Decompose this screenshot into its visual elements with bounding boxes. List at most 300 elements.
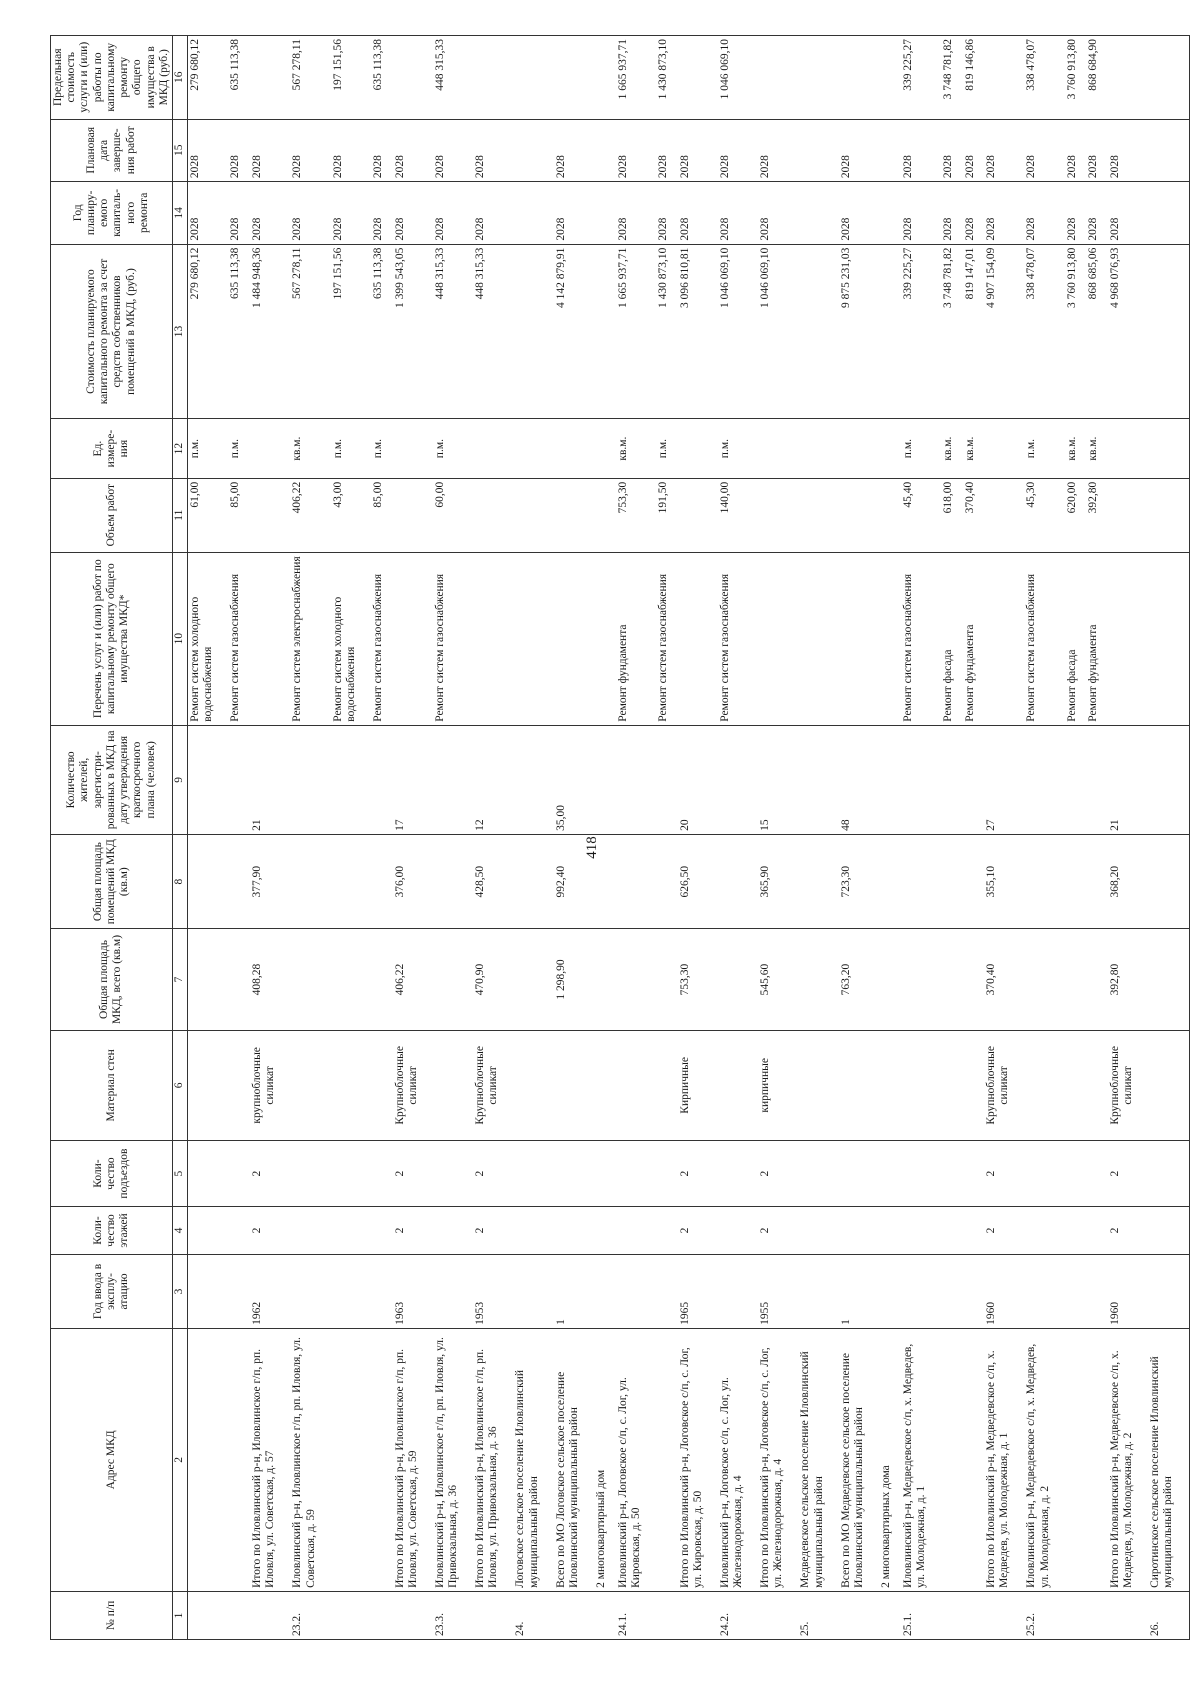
cell-col-10 [1108, 552, 1148, 725]
cell-col-1 [554, 1591, 594, 1639]
cell-col-8 [187, 834, 228, 929]
cell-col-8 [1148, 834, 1189, 929]
cell-col-13: 1 430 873,10 [656, 244, 678, 419]
cell-col-2: Иловлинский р-н, Медведевское с/п, х. Медведев, ул. Молодежная, д. 2 [1024, 1328, 1064, 1591]
cell-col-2: Сиротинское сельское поселение Иловлинский муниципальный район [1148, 1328, 1189, 1591]
cell-col-10 [250, 552, 290, 725]
cell-col-3 [371, 1255, 393, 1329]
cell-col-16 [393, 36, 433, 120]
cell-col-4 [1065, 1206, 1087, 1254]
cell-col-9: 21 [1108, 725, 1148, 834]
column-number-10: 10 [172, 552, 187, 725]
cell-col-6 [331, 1030, 371, 1141]
cell-col-15: 2028 [433, 119, 473, 182]
cell-col-8 [513, 834, 553, 929]
cell-col-10 [839, 552, 879, 725]
cell-col-16 [678, 36, 718, 120]
cell-col-6 [1024, 1030, 1064, 1141]
cell-col-6 [371, 1030, 393, 1141]
cell-col-11 [554, 478, 594, 552]
cell-col-1 [879, 1591, 901, 1639]
cell-col-16 [984, 36, 1024, 120]
cell-col-11: 61,00 [187, 478, 228, 552]
cell-col-2: 2 многоквартирный дом [594, 1328, 616, 1591]
cell-col-13: 3 748 781,82 [941, 244, 963, 419]
table-row [187, 36, 228, 1640]
cell-col-5 [331, 1141, 371, 1207]
cell-col-13: 1 484 948,36 [250, 244, 290, 419]
cell-col-3 [901, 1255, 941, 1329]
cell-col-6 [616, 1030, 656, 1141]
cell-col-6 [963, 1030, 985, 1141]
cell-col-3 [963, 1255, 985, 1329]
cell-col-4 [656, 1206, 678, 1254]
cell-col-1 [594, 1591, 616, 1639]
cell-col-2 [941, 1328, 963, 1591]
cell-col-15: 2028 [839, 119, 879, 182]
cell-col-7: 392,80 [1108, 929, 1148, 1030]
cell-col-14: 2028 [941, 182, 963, 245]
cell-col-2 [656, 1328, 678, 1591]
cell-col-12: п.м. [901, 419, 941, 478]
cell-col-3: 1953 [473, 1255, 513, 1329]
cell-col-11: 618,00 [941, 478, 963, 552]
cell-col-7: 370,40 [984, 929, 1024, 1030]
column-header-11: Объем работ [51, 478, 173, 552]
cell-col-2: Логовское сельское поселение Иловлинский муниципальный район [513, 1328, 553, 1591]
cell-col-3 [718, 1255, 758, 1329]
cell-col-3: 1962 [250, 1255, 290, 1329]
cell-col-9 [187, 725, 228, 834]
cell-col-6: крупноблочные силикат [250, 1030, 290, 1141]
cell-col-1 [656, 1591, 678, 1639]
column-number-row [172, 36, 187, 1640]
cell-col-12: п.м. [228, 419, 250, 478]
cell-col-4 [290, 1206, 330, 1254]
cell-col-14: 2028 [393, 182, 433, 245]
cell-col-10 [594, 552, 616, 725]
cell-col-9 [594, 725, 616, 834]
table-row [250, 36, 290, 1640]
cell-col-4: 2 [758, 1206, 798, 1254]
column-number-9: 9 [172, 725, 187, 834]
cell-col-3 [1065, 1255, 1087, 1329]
cell-col-14: 2028 [963, 182, 985, 245]
cell-col-8: 428,50 [473, 834, 513, 929]
cell-col-8: 376,00 [393, 834, 433, 929]
cell-col-3: 1955 [758, 1255, 798, 1329]
cell-col-13: 3 760 913,80 [1065, 244, 1087, 419]
cell-col-16: 868 684,90 [1086, 36, 1108, 120]
cell-col-5 [554, 1141, 594, 1207]
cell-col-14: 2028 [984, 182, 1024, 245]
cell-col-11 [879, 478, 901, 552]
cell-col-9: 15 [758, 725, 798, 834]
cell-col-13: 819 147,01 [963, 244, 985, 419]
table-row [798, 36, 838, 1640]
cell-col-12: п.м. [433, 419, 473, 478]
cell-col-2: Всего по МО Логовское сельское поселение Иловлинский муниципальный район [554, 1328, 594, 1591]
cell-col-8: 377,90 [250, 834, 290, 929]
cell-col-16: 1 665 937,71 [616, 36, 656, 120]
cell-col-11 [393, 478, 433, 552]
cell-col-6 [594, 1030, 616, 1141]
cell-col-8 [1086, 834, 1108, 929]
column-header-10: Перечень услуг и (или) работ по капитальному ремонту общего имущества МКД* [51, 552, 173, 725]
cell-col-7: 753,30 [678, 929, 718, 1030]
cell-col-14: 2028 [901, 182, 941, 245]
cell-col-12: п.м. [718, 419, 758, 478]
column-number-6: 6 [172, 1030, 187, 1141]
column-number-14: 14 [172, 182, 187, 245]
cell-col-12 [678, 419, 718, 478]
cell-col-9: 20 [678, 725, 718, 834]
cell-col-4: 2 [473, 1206, 513, 1254]
cell-col-8 [290, 834, 330, 929]
cell-col-13: 868 685,06 [1086, 244, 1108, 419]
table-row [616, 36, 656, 1640]
cell-col-7 [433, 929, 473, 1030]
cell-col-15: 2028 [250, 119, 290, 182]
cell-col-14 [798, 182, 838, 245]
cell-col-1: 24.1. [616, 1591, 656, 1639]
cell-col-7 [1148, 929, 1189, 1030]
cell-col-1: 24. [513, 1591, 553, 1639]
cell-col-1 [393, 1591, 433, 1639]
cell-col-1: 24.2. [718, 1591, 758, 1639]
cell-col-8 [718, 834, 758, 929]
cell-col-8: 355,10 [984, 834, 1024, 929]
column-number-15: 15 [172, 119, 187, 182]
cell-col-10 [473, 552, 513, 725]
cell-col-2: Итого по Иловлинский р-н, Иловлинское г/п, рп. Иловля, ул. Советская, д. 57 [250, 1328, 290, 1591]
cell-col-9 [1148, 725, 1189, 834]
cell-col-5 [839, 1141, 879, 1207]
cell-col-7: 763,20 [839, 929, 879, 1030]
cell-col-10: Ремонт систем газоснабжения [228, 552, 250, 725]
cell-col-7 [594, 929, 616, 1030]
repair-plan-table [50, 35, 1190, 1640]
cell-col-3 [228, 1255, 250, 1329]
cell-col-5: 2 [473, 1141, 513, 1207]
cell-col-16 [250, 36, 290, 120]
cell-col-3 [656, 1255, 678, 1329]
cell-col-9 [1086, 725, 1108, 834]
table-row [594, 36, 616, 1640]
cell-col-16: 635 113,38 [371, 36, 393, 120]
cell-col-4 [187, 1206, 228, 1254]
cell-col-16 [798, 36, 838, 120]
cell-col-13: 1 399 543,05 [393, 244, 433, 419]
cell-col-7 [941, 929, 963, 1030]
cell-col-8: 626,50 [678, 834, 718, 929]
table-header-row [51, 36, 173, 1640]
table-row [901, 36, 941, 1640]
cell-col-16 [513, 36, 553, 120]
cell-col-6 [1148, 1030, 1189, 1141]
cell-col-11: 140,00 [718, 478, 758, 552]
cell-col-2: 2 многоквартирных дома [879, 1328, 901, 1591]
cell-col-14: 2028 [187, 182, 228, 245]
cell-col-16: 819 146,86 [963, 36, 985, 120]
cell-col-15: 2028 [473, 119, 513, 182]
cell-col-7 [187, 929, 228, 1030]
cell-col-6 [1065, 1030, 1087, 1141]
cell-col-14 [513, 182, 553, 245]
cell-col-13: 4 968 076,93 [1108, 244, 1148, 419]
cell-col-6 [839, 1030, 879, 1141]
cell-col-9: 35,00 [554, 725, 594, 834]
cell-col-11: 406,22 [290, 478, 330, 552]
cell-col-2 [187, 1328, 228, 1591]
cell-col-13 [513, 244, 553, 419]
column-number-2: 2 [172, 1328, 187, 1591]
cell-col-6: Крупноблочные силикат [473, 1030, 513, 1141]
cell-col-12: кв.м. [963, 419, 985, 478]
cell-col-14: 2028 [331, 182, 371, 245]
cell-col-1 [228, 1591, 250, 1639]
cell-col-12 [798, 419, 838, 478]
table-row [393, 36, 433, 1640]
cell-col-14: 2028 [554, 182, 594, 245]
cell-col-13 [879, 244, 901, 419]
cell-col-6: Кирпичные [678, 1030, 718, 1141]
cell-col-5 [798, 1141, 838, 1207]
cell-col-10 [393, 552, 433, 725]
cell-col-2: Иловлинский р-н, Логовское с/п, с. Лог, ул. Кировская, д. 50 [616, 1328, 656, 1591]
cell-col-1 [984, 1591, 1024, 1639]
cell-col-1 [371, 1591, 393, 1639]
cell-col-3: 1965 [678, 1255, 718, 1329]
cell-col-9 [331, 725, 371, 834]
cell-col-2: Иловлинский р-н, Иловлинское г/п, рп. Иловля, ул. Привокзальная, д. 36 [433, 1328, 473, 1591]
cell-col-9 [941, 725, 963, 834]
cell-col-11: 85,00 [228, 478, 250, 552]
cell-col-1 [839, 1591, 879, 1639]
cell-col-3: 1963 [393, 1255, 433, 1329]
cell-col-5 [941, 1141, 963, 1207]
table-row [839, 36, 879, 1640]
table-row [554, 36, 594, 1640]
cell-col-10: Ремонт фасада [941, 552, 963, 725]
cell-col-11: 620,00 [1065, 478, 1087, 552]
cell-col-6: Крупноблочные силикат [1108, 1030, 1148, 1141]
column-header-1: № п/п [51, 1591, 173, 1639]
cell-col-13: 1 665 937,71 [616, 244, 656, 419]
cell-col-6 [798, 1030, 838, 1141]
cell-col-4 [1086, 1206, 1108, 1254]
cell-col-1 [331, 1591, 371, 1639]
cell-col-16 [473, 36, 513, 120]
cell-col-1 [473, 1591, 513, 1639]
cell-col-3 [941, 1255, 963, 1329]
cell-col-10: Ремонт систем газоснабжения [656, 552, 678, 725]
column-header-15: Плановая дата заверше-ния работ [51, 119, 173, 182]
cell-col-12 [513, 419, 553, 478]
table-row [433, 36, 473, 1640]
cell-col-11: 753,30 [616, 478, 656, 552]
cell-col-11: 370,40 [963, 478, 985, 552]
column-number-16: 16 [172, 36, 187, 120]
cell-col-3 [290, 1255, 330, 1329]
cell-col-13: 635 113,38 [228, 244, 250, 419]
table-row [656, 36, 678, 1640]
cell-col-4 [371, 1206, 393, 1254]
cell-col-10 [554, 552, 594, 725]
cell-col-5 [616, 1141, 656, 1207]
cell-col-1: 26. [1148, 1591, 1189, 1639]
cell-col-16 [554, 36, 594, 120]
cell-col-16: 635 113,38 [228, 36, 250, 120]
cell-col-5 [228, 1141, 250, 1207]
cell-col-13: 4 142 879,91 [554, 244, 594, 419]
cell-col-13: 279 680,12 [187, 244, 228, 419]
cell-col-3: 1 [554, 1255, 594, 1329]
column-header-6: Материал стен [51, 1030, 173, 1141]
cell-col-4 [1148, 1206, 1189, 1254]
cell-col-7 [901, 929, 941, 1030]
cell-col-12: п.м. [1024, 419, 1064, 478]
cell-col-13: 9 875 231,03 [839, 244, 879, 419]
cell-col-2: Итого по Иловлинский р-н, Логовское с/п, с. Лог, ул. Железнодорожная, д. 4 [758, 1328, 798, 1591]
cell-col-1: 25. [798, 1591, 838, 1639]
cell-col-4 [228, 1206, 250, 1254]
cell-col-12: кв.м. [941, 419, 963, 478]
cell-col-12 [879, 419, 901, 478]
cell-col-14 [1148, 182, 1189, 245]
cell-col-1 [250, 1591, 290, 1639]
cell-col-5 [656, 1141, 678, 1207]
cell-col-4 [554, 1206, 594, 1254]
cell-col-15: 2028 [290, 119, 330, 182]
cell-col-12: кв.м. [1086, 419, 1108, 478]
cell-col-9: 21 [250, 725, 290, 834]
cell-col-3 [331, 1255, 371, 1329]
cell-col-13: 1 046 069,10 [718, 244, 758, 419]
cell-col-12 [984, 419, 1024, 478]
cell-col-14: 2028 [473, 182, 513, 245]
cell-col-2 [1065, 1328, 1087, 1591]
table-row [1148, 36, 1189, 1640]
cell-col-4: 2 [250, 1206, 290, 1254]
cell-col-12: кв.м. [290, 419, 330, 478]
cell-col-9 [798, 725, 838, 834]
cell-col-10: Ремонт фундамента [1086, 552, 1108, 725]
cell-col-13: 339 225,27 [901, 244, 941, 419]
cell-col-10: Ремонт систем газоснабжения [433, 552, 473, 725]
cell-col-11: 85,00 [371, 478, 393, 552]
cell-col-7 [228, 929, 250, 1030]
cell-col-9: 17 [393, 725, 433, 834]
cell-col-14: 2028 [250, 182, 290, 245]
page-number: 418 [583, 836, 600, 859]
cell-col-3 [879, 1255, 901, 1329]
cell-col-13: 4 907 154,09 [984, 244, 1024, 419]
cell-col-6 [187, 1030, 228, 1141]
cell-col-8 [433, 834, 473, 929]
cell-col-1 [963, 1591, 985, 1639]
cell-col-7 [1086, 929, 1108, 1030]
cell-col-12: п.м. [187, 419, 228, 478]
column-number-4: 4 [172, 1206, 187, 1254]
cell-col-2 [331, 1328, 371, 1591]
cell-col-7: 408,28 [250, 929, 290, 1030]
cell-col-11: 392,80 [1086, 478, 1108, 552]
cell-col-5 [371, 1141, 393, 1207]
cell-col-8 [616, 834, 656, 929]
cell-col-15: 2028 [1086, 119, 1108, 182]
cell-col-11 [758, 478, 798, 552]
cell-col-6 [901, 1030, 941, 1141]
cell-col-16 [1108, 36, 1148, 120]
cell-col-16: 197 151,56 [331, 36, 371, 120]
cell-col-8 [798, 834, 838, 929]
cell-col-10 [513, 552, 553, 725]
cell-col-8 [594, 834, 616, 929]
table-row [513, 36, 553, 1640]
column-header-16: Предельная стоимость услуги и (или) работы по капитальному ремонту общего имущества в МКД (руб.) [51, 36, 173, 120]
cell-col-5 [1065, 1141, 1087, 1207]
column-header-4: Коли-чество этажей [51, 1206, 173, 1254]
cell-col-3: 1960 [984, 1255, 1024, 1329]
column-header-14: Год планиру-емого капиталь-ного ремонта [51, 182, 173, 245]
column-header-5: Коли-чество подъездов [51, 1141, 173, 1207]
table-row [984, 36, 1024, 1640]
cell-col-8 [1024, 834, 1064, 929]
cell-col-15: 2028 [187, 119, 228, 182]
cell-col-2: Иловлинский р-н, Логовское с/п, с. Лог, ул. Железнодорожная, д. 4 [718, 1328, 758, 1591]
cell-col-10: Ремонт систем газоснабжения [718, 552, 758, 725]
cell-col-9 [433, 725, 473, 834]
cell-col-6: Крупноблочные силикат [393, 1030, 433, 1141]
cell-col-2: Итого по Иловлинский р-н, Медведевское с/п, х. Медведев, ул. Молодежная, д. 2 [1108, 1328, 1148, 1591]
cell-col-13: 3 096 810,81 [678, 244, 718, 419]
cell-col-4: 2 [1108, 1206, 1148, 1254]
cell-col-14: 2028 [718, 182, 758, 245]
column-number-5: 5 [172, 1141, 187, 1207]
cell-col-15: 2028 [554, 119, 594, 182]
cell-col-9 [371, 725, 393, 834]
cell-col-2 [1086, 1328, 1108, 1591]
cell-col-12 [594, 419, 616, 478]
cell-col-2: Итого по Иловлинский р-н, Медведевское с/п, х. Медведев, ул. Молодежная, д. 1 [984, 1328, 1024, 1591]
cell-col-14: 2028 [1024, 182, 1064, 245]
cell-col-10: Ремонт фундамента [616, 552, 656, 725]
cell-col-8 [901, 834, 941, 929]
cell-col-4 [616, 1206, 656, 1254]
cell-col-1 [1065, 1591, 1087, 1639]
cell-col-8: 992,40 [554, 834, 594, 929]
cell-col-11: 191,50 [656, 478, 678, 552]
cell-col-12: п.м. [331, 419, 371, 478]
table-row [678, 36, 718, 1640]
cell-col-15: 2028 [656, 119, 678, 182]
table-row [758, 36, 798, 1640]
cell-col-1 [1086, 1591, 1108, 1639]
cell-col-12 [1148, 419, 1189, 478]
cell-col-13: 567 278,11 [290, 244, 330, 419]
cell-col-11 [594, 478, 616, 552]
column-header-2: Адрес МКД [51, 1328, 173, 1591]
cell-col-5 [513, 1141, 553, 1207]
cell-col-4 [718, 1206, 758, 1254]
cell-col-3 [594, 1255, 616, 1329]
cell-col-6 [656, 1030, 678, 1141]
column-number-7: 7 [172, 929, 187, 1030]
cell-col-5 [290, 1141, 330, 1207]
cell-col-5 [187, 1141, 228, 1207]
cell-col-8 [331, 834, 371, 929]
